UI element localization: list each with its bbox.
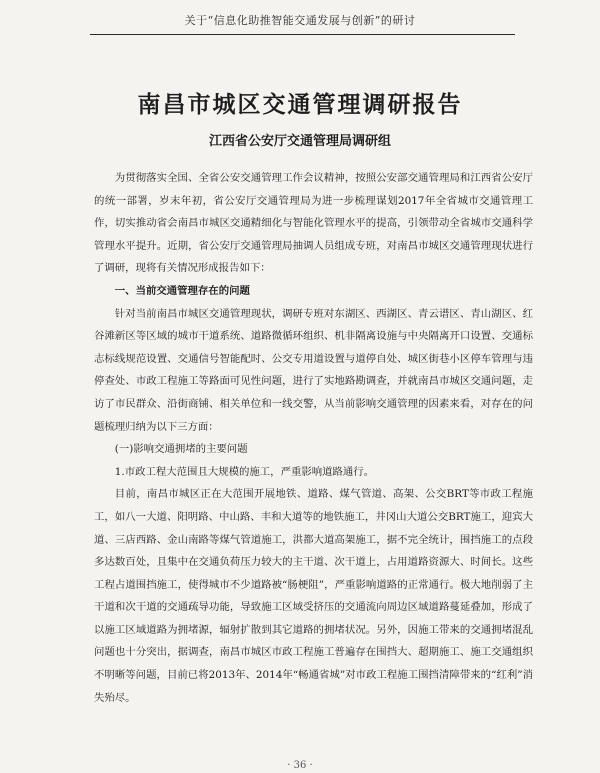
page-number: · 36 · — [287, 760, 313, 771]
body-paragraph: 目前，南昌市城区正在大范围开展地铁、道路、煤气管道、高架、公交BRT等市政工程施工，如八一大道、阳明路、中山路、丰和大道等的地铁施工，井冈山大道公交BRT施工，迎宾大道、三店西路、金山南路等煤气管道施工，洪都大道高架施工，据不完全统计，围挡施工的点段多达数百处，且集中在交通负荷压力较大的主干道、次干道上，占用道路资源大、时间长。这些工程占道围挡施工，使得城市不少道路被“肠梗阻”，严重影响道路的正常通行。极大地削弱了主干道和次干道的交通疏导功能，导致施工区域受挤压的交通流向周边区域道路蔓延叠加，形成了以施工区域道路为拥堵源，辐射扩散到其它道路的拥堵状况。另外，因施工带来的交通拥堵混乱问题也十分突出，据调查，南昌市城区市政工程施工普遍存在围挡大、超期施工、施工交通组织不明晰等问题，目前已将2013年、2014年“畅通省城”对市政工程施工围挡清障带来的“红利”消失殆尽。 — [94, 488, 533, 704]
report-body — [94, 167, 533, 709]
report-author: 江西省公安厅交通管理局调研组 — [208, 134, 391, 149]
report-title: 南昌市城区交通管理调研报告 — [137, 91, 463, 118]
item-heading: 1.市政工程大范围且大规模的施工，严重影响道路通行。 — [114, 465, 375, 478]
section-heading: 一、当前交通管理存在的问题 — [114, 284, 250, 297]
running-header — [0, 0, 600, 34]
body-paragraph: 针对当前南昌市城区交通管理现状，调研专班对东湖区、西湖区、青云谱区、青山湖区、红谷滩新区等区域的城市干道系统、道路微循环组织、机非隔离设施与中央隔离开口设置、交通标志标线规范设置、交通信号智能配时、公交专用道设置与道停自处、城区街巷小区停车管理与违停查处、市政工程施工等路面可见性问题，进行了实地路勘调查，并就南昌市城区交通问题，走访了市民群众、沿街商铺、相关单位和一线交警，从当前影响交通管理的因素来看，对存在的问题梳理归纳为以下三方面： — [94, 307, 533, 433]
subsection-heading: (一)影响交通拥堵的主要问题 — [114, 443, 248, 456]
header-rule — [90, 34, 515, 35]
intro-paragraph: 为贯彻落实全国、全省公安交通管理工作会议精神，按照公安部交通管理局和江西省公安厅的统一部署，岁末年初，省公安厅交通管理局为进一步梳理谋划2017年全省城市交通管理工作，切实推动省会南昌市城区交通精细化与智能化管理水平的提高，引领带动全省城市交通科学管理水平提升。近期，省公安厅交通管理局抽调人员组成专班，对南昌市城区交通管理现状进行了调研，现将有关情况形成报告如下： — [94, 172, 533, 275]
running-header-title: 关于“信息化助推智能交通发展与创新”的研讨 — [184, 14, 416, 27]
